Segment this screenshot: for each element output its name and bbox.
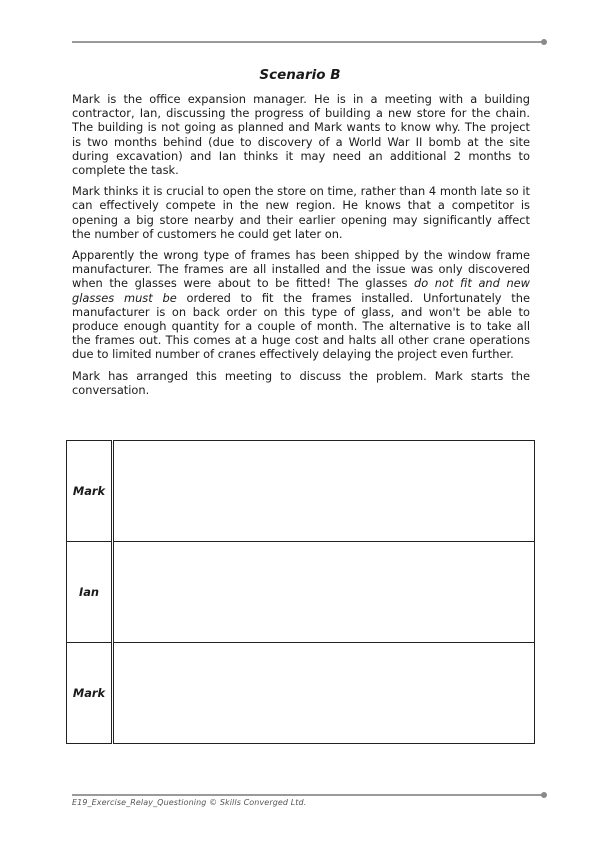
page-title: Scenario B (259, 67, 341, 83)
dialog-table (66, 440, 535, 744)
speaker-cell: Ian (67, 542, 113, 643)
paragraph-3-italic: do not fit and new glasses must be (72, 276, 531, 305)
paragraph-1: Mark is the office expansion manager. He is in a meeting with a building contractor, Ian, discussing the progress of building a new store for the chain. The building is not going as planned and Mark wants to know why. The project is two months behind (due to discovery of a World War II bomb at the site during excavation) and Ian thinks it may need an additional 2 months to complete the task. (72, 92, 530, 178)
paragraph-3-part-2: ordered to fit the frames installed. Unfortunately the manufacturer is on back order on this type of glass, and won't be able to produce enough quantity for a couple of month. The alternative is to take all the frames out. This comes at a huge cost and halts all other crane operations due to limited number of cranes effectively delaying the project even further. (72, 290, 530, 362)
dialog-row (67, 643, 535, 744)
bottom-rule (72, 794, 544, 796)
speaker-cell: Mark (67, 643, 113, 744)
paragraph-3-part-1: Apparently the wrong type of frames has been shipped by the window frame manufacturer. The frames are all installed and the issue was only discovered when the glasses were about to be fitted! The glasses (72, 248, 530, 291)
top-rule-end-dot (541, 39, 547, 45)
paragraph-2: Mark thinks it is crucial to open the store on time, rather than 4 month late so it can effectively compete in the new region. He knows that a competitor is opening a big store nearby and their earlier opening may significantly affect the number of customers he could get later on. (72, 184, 530, 241)
scenario-body (72, 92, 530, 404)
footer-copyright: E19_Exercise_Relay_Questioning © Skills Converged Ltd. (72, 798, 307, 807)
response-cell[interactable] (113, 643, 535, 744)
response-cell[interactable] (113, 441, 535, 542)
top-rule (72, 41, 544, 43)
dialog-row (67, 441, 535, 542)
paragraph-3 (72, 248, 530, 362)
paragraph-4: Mark has arranged this meeting to discuss the problem. Mark starts the conversation. (72, 368, 530, 397)
bottom-rule-end-dot (541, 792, 547, 798)
dialog-row (67, 542, 535, 643)
response-cell[interactable] (113, 542, 535, 643)
speaker-cell: Mark (67, 441, 113, 542)
